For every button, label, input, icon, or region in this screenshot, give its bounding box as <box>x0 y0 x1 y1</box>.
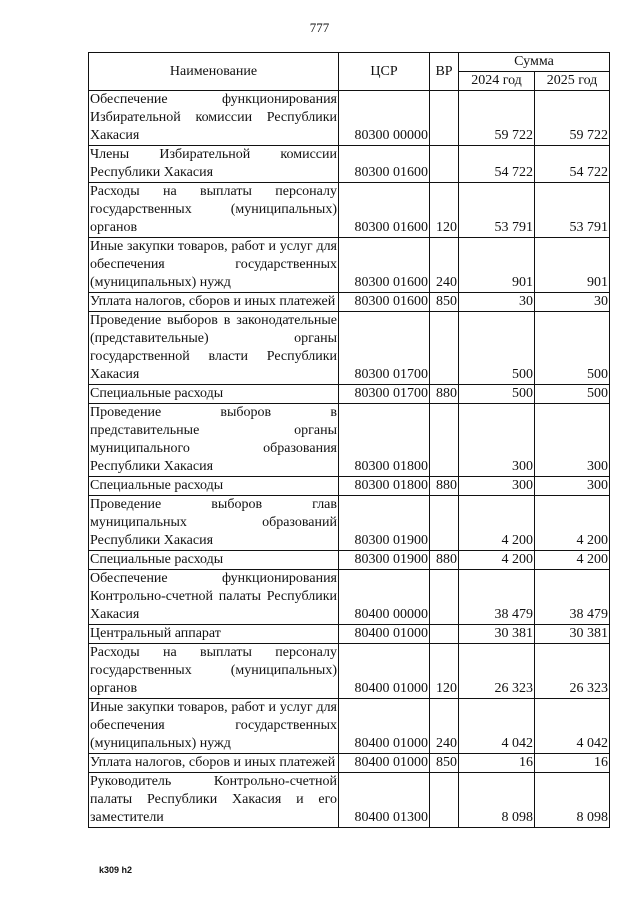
row-name: Расходы на выплаты персоналу государственных (муниципальных) органов <box>89 183 339 238</box>
table-row <box>89 238 610 293</box>
row-amount-2024: 30 <box>459 293 535 312</box>
budget-table <box>88 52 610 828</box>
row-amount-2024: 59 722 <box>459 91 535 146</box>
row-amount-2025: 53 791 <box>535 183 610 238</box>
row-amount-2025: 30 381 <box>535 625 610 644</box>
table-row <box>89 773 610 828</box>
row-csr: 80300 01800 <box>339 477 430 496</box>
table-row <box>89 146 610 183</box>
row-name: Проведение выборов в представительные органы муниципального образования Республики Хакасия <box>89 404 339 477</box>
row-name: Иные закупки товаров, работ и услуг для обеспечения государственных (муниципальных) нужд <box>89 238 339 293</box>
header-name: Наименование <box>89 53 339 91</box>
row-name: Специальные расходы <box>89 477 339 496</box>
row-amount-2024: 500 <box>459 312 535 385</box>
row-name: Обеспечение функционирования Контрольно-счетной палаты Республики Хакасия <box>89 570 339 625</box>
row-amount-2024: 4 042 <box>459 699 535 754</box>
table-row <box>89 644 610 699</box>
header-vr: ВР <box>430 53 459 91</box>
row-vr <box>430 91 459 146</box>
row-amount-2024: 16 <box>459 754 535 773</box>
row-amount-2025: 500 <box>535 312 610 385</box>
row-csr: 80400 01000 <box>339 699 430 754</box>
row-amount-2025: 38 479 <box>535 570 610 625</box>
row-vr: 850 <box>430 754 459 773</box>
row-amount-2025: 901 <box>535 238 610 293</box>
row-csr: 80300 01700 <box>339 312 430 385</box>
row-vr: 120 <box>430 644 459 699</box>
row-amount-2025: 54 722 <box>535 146 610 183</box>
row-amount-2024: 300 <box>459 477 535 496</box>
row-amount-2025: 4 200 <box>535 551 610 570</box>
table-row <box>89 754 610 773</box>
table-row <box>89 293 610 312</box>
row-csr: 80300 01700 <box>339 385 430 404</box>
row-amount-2025: 26 323 <box>535 644 610 699</box>
header-csr: ЦСР <box>339 53 430 91</box>
row-name: Члены Избирательной комиссии Республики Хакасия <box>89 146 339 183</box>
table-row <box>89 625 610 644</box>
table-body <box>89 91 610 828</box>
row-csr: 80400 01000 <box>339 644 430 699</box>
row-vr: 880 <box>430 551 459 570</box>
table-row <box>89 699 610 754</box>
header-sum: Сумма <box>459 53 610 72</box>
row-csr: 80400 01000 <box>339 754 430 773</box>
row-amount-2024: 500 <box>459 385 535 404</box>
table-row <box>89 496 610 551</box>
row-vr <box>430 312 459 385</box>
row-name: Проведение выборов глав муниципальных образований Республики Хакасия <box>89 496 339 551</box>
row-vr <box>430 496 459 551</box>
row-name: Уплата налогов, сборов и иных платежей <box>89 754 339 773</box>
row-name: Специальные расходы <box>89 385 339 404</box>
row-amount-2024: 30 381 <box>459 625 535 644</box>
row-name: Иные закупки товаров, работ и услуг для обеспечения государственных (муниципальных) нужд <box>89 699 339 754</box>
row-name: Руководитель Контрольно-счетной палаты Республики Хакасия и его заместители <box>89 773 339 828</box>
row-csr: 80300 00000 <box>339 91 430 146</box>
table-row <box>89 385 610 404</box>
row-csr: 80300 01600 <box>339 293 430 312</box>
row-amount-2024: 8 098 <box>459 773 535 828</box>
row-vr <box>430 570 459 625</box>
row-vr: 850 <box>430 293 459 312</box>
row-amount-2024: 300 <box>459 404 535 477</box>
row-amount-2024: 54 722 <box>459 146 535 183</box>
row-name: Проведение выборов в законодательные (представительные) органы государственной власти Республики Хакасия <box>89 312 339 385</box>
row-vr <box>430 773 459 828</box>
table-row <box>89 183 610 238</box>
row-vr <box>430 404 459 477</box>
row-amount-2024: 53 791 <box>459 183 535 238</box>
row-amount-2025: 300 <box>535 404 610 477</box>
row-csr: 80300 01800 <box>339 404 430 477</box>
row-vr <box>430 146 459 183</box>
row-amount-2024: 26 323 <box>459 644 535 699</box>
header-year-2024: 2024 год <box>459 72 535 91</box>
row-vr: 120 <box>430 183 459 238</box>
table-row <box>89 91 610 146</box>
row-vr <box>430 625 459 644</box>
row-amount-2024: 4 200 <box>459 551 535 570</box>
header-row <box>89 53 610 72</box>
row-csr: 80300 01600 <box>339 238 430 293</box>
table-row <box>89 404 610 477</box>
row-name: Центральный аппарат <box>89 625 339 644</box>
row-amount-2025: 8 098 <box>535 773 610 828</box>
row-csr: 80300 01600 <box>339 183 430 238</box>
row-vr: 880 <box>430 477 459 496</box>
row-amount-2024: 4 200 <box>459 496 535 551</box>
row-csr: 80300 01900 <box>339 496 430 551</box>
row-amount-2025: 30 <box>535 293 610 312</box>
row-name: Расходы на выплаты персоналу государственных (муниципальных) органов <box>89 644 339 699</box>
row-vr: 240 <box>430 238 459 293</box>
row-csr: 80400 01000 <box>339 625 430 644</box>
row-csr: 80300 01900 <box>339 551 430 570</box>
row-amount-2025: 500 <box>535 385 610 404</box>
table-row <box>89 551 610 570</box>
row-vr: 880 <box>430 385 459 404</box>
page-number: 777 <box>309 20 330 35</box>
table-row <box>89 477 610 496</box>
row-name: Уплата налогов, сборов и иных платежей <box>89 293 339 312</box>
footer-code: k309 h2 <box>99 865 133 875</box>
header-year-2025: 2025 год <box>535 72 610 91</box>
row-name: Обеспечение функционирования Избирательной комиссии Республики Хакасия <box>89 91 339 146</box>
row-csr: 80400 01300 <box>339 773 430 828</box>
row-amount-2024: 901 <box>459 238 535 293</box>
row-amount-2025: 59 722 <box>535 91 610 146</box>
row-amount-2025: 300 <box>535 477 610 496</box>
row-amount-2025: 4 200 <box>535 496 610 551</box>
row-vr: 240 <box>430 699 459 754</box>
row-amount-2025: 16 <box>535 754 610 773</box>
table-row <box>89 570 610 625</box>
row-amount-2025: 4 042 <box>535 699 610 754</box>
row-amount-2024: 38 479 <box>459 570 535 625</box>
row-csr: 80300 01600 <box>339 146 430 183</box>
row-name: Специальные расходы <box>89 551 339 570</box>
table-row <box>89 312 610 385</box>
row-csr: 80400 00000 <box>339 570 430 625</box>
